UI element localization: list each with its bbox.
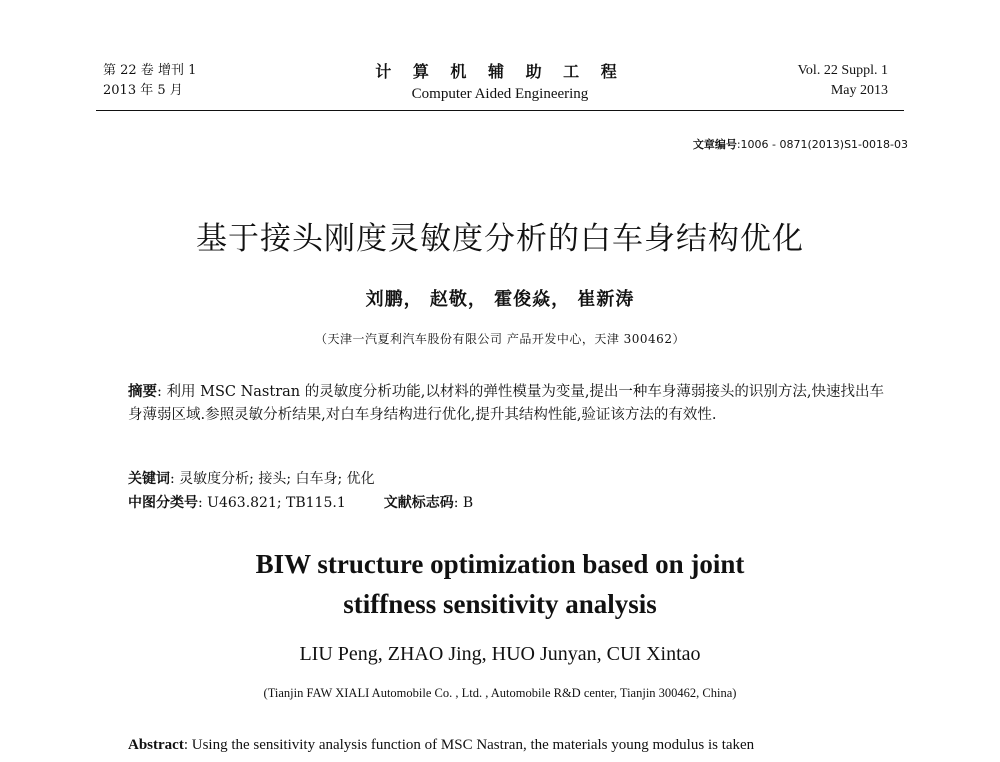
article-number-value: :1006 - 0871(2013)S1-0018-03: [736, 138, 908, 151]
classification: [128, 492, 473, 512]
abstract-cn: [128, 381, 888, 426]
journal-title-en: Computer Aided Engineering: [411, 86, 589, 102]
journal-title-cn: 计 算 机 辅 助 工 程: [375, 62, 625, 81]
abstract-cn-label: 摘要: [128, 384, 157, 400]
publication-date-en: May 2013: [830, 83, 888, 98]
paper-title-en-line1: BIW structure optimization based on joint: [255, 549, 745, 579]
article-number-label: 文章编号: [692, 138, 737, 151]
document-code-value: : B: [453, 495, 474, 511]
keywords-label: 关键词: [128, 471, 170, 487]
abstract-cn-text: : 利用 MSC Nastran 的灵敏度分析功能,以材料的弹性模量为变量,提出一种车身薄弱接头的识别方法,快速找出车身薄弱区域.参照灵敏分析结果,对白车身结构进行优化,提升其结构性能,验证该方法的有效性.: [128, 384, 885, 423]
authors-cn: 刘鹏， 赵敬， 霍俊焱， 崔新涛: [365, 289, 635, 310]
keywords: [128, 468, 375, 488]
paper-title-cn: 基于接头刚度灵敏度分析的白车身结构优化: [196, 221, 804, 257]
abstract-en-text: : Using the sensitivity analysis function of MSC Nastran, the materials young modulus is taken: [183, 737, 755, 753]
publication-date-cn: 2013 年 5 月: [103, 83, 183, 98]
volume-issue: 第 22 卷 增刊 1: [103, 63, 197, 78]
article-number: [693, 136, 908, 152]
affiliation-en: (Tianjin FAW XIALI Automobile Co. , Ltd. , Automobile R&D center, Tianjin 300462, China): [263, 686, 737, 700]
affiliation-cn: （天津一汽夏利汽车股份有限公司 产品开发中心，天津 300462）: [315, 332, 685, 346]
abstract-en-label: Abstract: [128, 737, 184, 753]
volume-en: Vol. 22 Suppl. 1: [797, 63, 888, 78]
paper-title-en-line2: stiffness sensitivity analysis: [343, 589, 657, 619]
abstract-en: [128, 737, 754, 754]
authors-en: LIU Peng, ZHAO Jing, HUO Junyan, CUI Xintao: [299, 643, 701, 665]
document-code-label: 文献标志码: [383, 495, 454, 511]
header-rule: [96, 110, 904, 111]
keywords-text: : 灵敏度分析; 接头; 白车身; 优化: [170, 471, 375, 487]
classification-label: 中图分类号: [128, 495, 198, 511]
classification-value: : U463.821; TB115.1: [198, 495, 346, 511]
